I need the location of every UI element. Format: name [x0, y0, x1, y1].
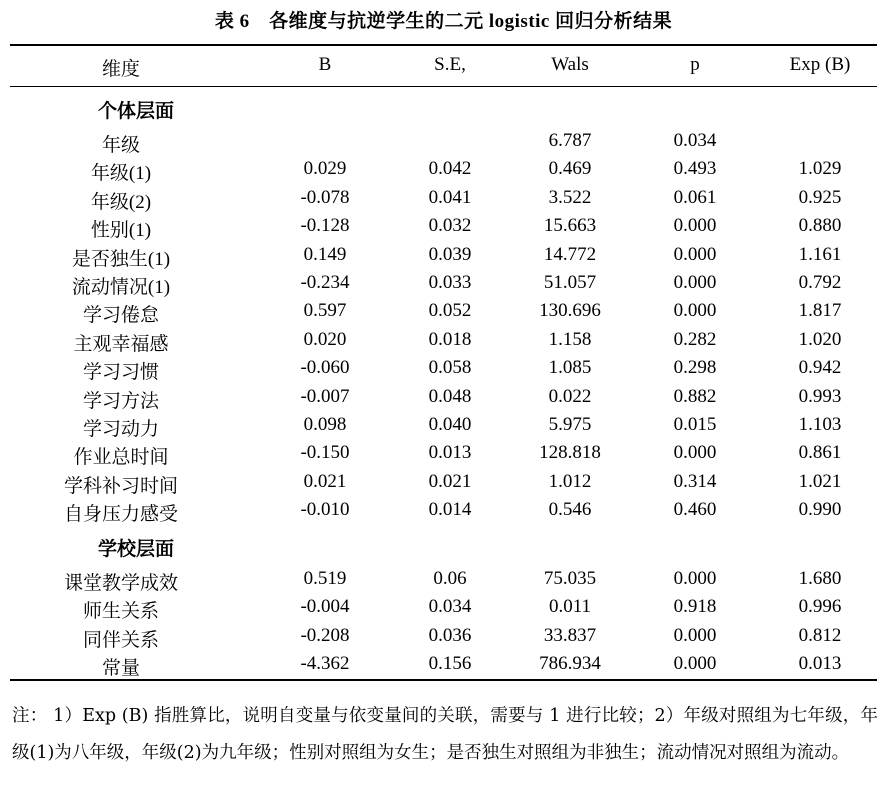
- row-b: -0.007: [300, 385, 350, 407]
- table-bottom-rule: [10, 679, 877, 681]
- row-b: -0.060: [300, 357, 350, 379]
- row-wals: 33.837: [543, 624, 597, 646]
- section-header-row: [0, 534, 887, 562]
- row-se: 0.052: [428, 300, 472, 322]
- row-b: 0.149: [303, 243, 347, 265]
- header-se: S.E,: [434, 54, 466, 75]
- row-wals: 3.522: [548, 186, 592, 208]
- row-dimension-label: 课堂教学成效: [63, 573, 178, 594]
- row-p: 0.493: [673, 158, 717, 180]
- row-p: 0.034: [673, 130, 717, 151]
- row-se: 0.06: [433, 568, 467, 589]
- row-se: 0.014: [428, 499, 472, 521]
- table-row: [0, 442, 887, 470]
- row-expb: 1.029: [798, 158, 842, 180]
- row-se: 0.018: [428, 328, 472, 350]
- row-se: 0.156: [428, 653, 472, 675]
- row-b: -0.150: [300, 442, 350, 464]
- row-dimension-label: 性别(1): [90, 220, 152, 242]
- table-row: [0, 568, 887, 596]
- row-b: 0.519: [303, 568, 347, 589]
- row-p: 0.000: [673, 272, 717, 293]
- row-se: 0.048: [428, 385, 472, 407]
- table-row: [0, 596, 887, 624]
- row-b: -0.078: [300, 186, 350, 208]
- table-row: [0, 625, 887, 653]
- row-dimension: [46, 130, 286, 157]
- row-expb: 0.812: [798, 624, 842, 646]
- row-se: 0.058: [428, 357, 472, 379]
- table-caption: 表 6 各维度与抗逆学生的二元 logistic 回归分析结果: [214, 11, 673, 32]
- row-b: 0.098: [303, 414, 347, 435]
- row-wals: 1.085: [548, 357, 592, 379]
- row-expb: 1.021: [798, 470, 842, 492]
- row-b: -0.010: [300, 499, 350, 521]
- row-expb: 0.013: [798, 653, 842, 675]
- row-b: 0.020: [303, 328, 347, 350]
- row-wals: 0.011: [548, 596, 592, 618]
- row-se: 0.036: [428, 624, 472, 646]
- header-rule: [10, 86, 877, 87]
- row-wals: 5.975: [548, 414, 592, 435]
- row-se: 0.034: [428, 596, 472, 618]
- row-dimension-label: 学习方法: [82, 390, 159, 412]
- table-row: [0, 499, 887, 527]
- row-wals: 75.035: [543, 568, 597, 589]
- row-p: 0.000: [673, 624, 717, 646]
- row-b: 0.021: [303, 470, 347, 492]
- row-se: 0.041: [428, 186, 472, 208]
- row-b: -0.208: [300, 624, 350, 646]
- table-row: [0, 357, 887, 385]
- row-wals: 130.696: [539, 300, 601, 322]
- row-dimension: [46, 414, 286, 441]
- row-p: 0.918: [673, 596, 717, 618]
- row-se: 0.013: [428, 442, 472, 464]
- row-dimension: [46, 653, 286, 680]
- table-top-rule: [10, 44, 877, 46]
- row-se: 0.039: [428, 243, 472, 265]
- row-p: 0.015: [673, 414, 717, 435]
- row-dimension-label: 师生关系: [82, 601, 159, 623]
- row-expb: 0.993: [798, 385, 842, 407]
- row-dimension: [46, 357, 286, 384]
- header-expb: Exp (B): [789, 54, 851, 75]
- row-expb: 0.990: [798, 499, 842, 521]
- row-se: 0.021: [428, 470, 472, 492]
- row-dimension-label: 年级(1): [90, 163, 152, 185]
- row-dimension-label: 常量: [101, 658, 140, 680]
- row-se: 0.033: [428, 272, 472, 293]
- row-dimension-label: 年级: [101, 135, 140, 156]
- row-expb: 1.680: [798, 568, 842, 589]
- row-dimension: [46, 158, 286, 185]
- row-expb: 0.925: [798, 186, 842, 208]
- row-dimension: [46, 568, 286, 595]
- row-dimension: [46, 386, 286, 413]
- row-dimension-label: 学习动力: [82, 419, 159, 440]
- row-expb: 1.103: [798, 414, 842, 435]
- table-row: [0, 414, 887, 442]
- row-dimension-label: 是否独生(1): [71, 248, 171, 270]
- row-expb: 0.996: [798, 596, 842, 618]
- row-expb: 0.942: [798, 357, 842, 379]
- row-p: 0.000: [673, 442, 717, 464]
- row-wals: 0.546: [548, 499, 592, 521]
- row-dimension: [46, 187, 286, 214]
- row-b: 0.029: [303, 158, 347, 180]
- row-wals: 15.663: [543, 215, 597, 237]
- row-wals: 128.818: [539, 442, 601, 464]
- row-b: 0.597: [303, 300, 347, 322]
- table-row: [0, 215, 887, 243]
- row-p: 0.000: [673, 300, 717, 322]
- row-se: 0.042: [428, 158, 472, 180]
- row-wals: 6.787: [548, 130, 592, 151]
- row-dimension-label: 学习习惯: [82, 362, 159, 384]
- row-dimension: [46, 300, 286, 327]
- row-dimension-label: 学科补习时间: [63, 475, 178, 497]
- table-row: [0, 130, 887, 158]
- row-wals: 14.772: [543, 243, 597, 265]
- row-dimension: [46, 625, 286, 652]
- section-title: 个体层面: [98, 101, 175, 122]
- table-row: [0, 471, 887, 499]
- row-dimension: [46, 442, 286, 469]
- row-dimension: [46, 596, 286, 623]
- row-dimension-label: 流动情况(1): [71, 277, 171, 298]
- row-expb: 0.880: [798, 215, 842, 237]
- table-note: 注： 1）Exp (B) 指胜算比，说明自变量与依变量间的关联，需要与 1 进行比较；2）年级对照组为七年级，年级(1)为八年级，年级(2)为九年级；性别对照组为女生；是否独生对照组为非独生；流动情况对照组为流动。: [12, 706, 878, 763]
- row-p: 0.000: [673, 215, 717, 237]
- row-dimension: [46, 499, 286, 526]
- row-dimension-label: 同伴关系: [82, 629, 159, 651]
- row-wals: 786.934: [539, 653, 601, 675]
- table-row: [0, 272, 887, 300]
- row-dimension: [46, 329, 286, 356]
- table-row: [0, 187, 887, 215]
- row-p: 0.282: [673, 328, 717, 350]
- header-b: B: [318, 54, 332, 75]
- row-dimension-label: 作业总时间: [73, 447, 169, 469]
- row-expb: 0.792: [798, 272, 842, 293]
- row-expb: 1.020: [798, 328, 842, 350]
- row-expb: 1.817: [798, 300, 842, 322]
- row-b: -4.362: [300, 653, 350, 675]
- row-dimension-label: 学习倦怠: [82, 305, 159, 327]
- row-b: -0.004: [300, 596, 350, 618]
- row-p: 0.460: [673, 499, 717, 521]
- row-se: 0.032: [428, 215, 472, 237]
- row-expb: 1.161: [798, 243, 842, 265]
- row-p: 0.298: [673, 357, 717, 379]
- row-dimension-label: 自身压力感受: [63, 504, 178, 526]
- row-wals: 0.022: [548, 385, 592, 407]
- row-p: 0.000: [673, 568, 717, 589]
- row-wals: 1.158: [548, 328, 592, 350]
- row-p: 0.000: [673, 243, 717, 265]
- row-expb: 0.861: [798, 442, 842, 464]
- row-dimension: [46, 244, 286, 271]
- header-dimension: 维度: [101, 59, 140, 80]
- row-b: -0.128: [300, 215, 350, 237]
- row-dimension: [46, 272, 286, 299]
- section-header-row: [0, 96, 887, 124]
- row-wals: 51.057: [543, 272, 597, 293]
- header-wals: Wals: [551, 54, 589, 75]
- row-wals: 1.012: [548, 470, 592, 492]
- row-se: 0.040: [428, 414, 472, 435]
- header-p: p: [690, 54, 700, 75]
- row-b: -0.234: [300, 272, 350, 293]
- table-row: [0, 158, 887, 186]
- row-dimension-label: 年级(2): [90, 191, 152, 213]
- table-row: [0, 329, 887, 357]
- section-title: 学校层面: [98, 539, 175, 560]
- row-p: 0.882: [673, 385, 717, 407]
- table-row: [0, 244, 887, 272]
- row-dimension: [46, 215, 286, 242]
- table-row: [0, 386, 887, 414]
- row-p: 0.314: [673, 470, 717, 492]
- row-p: 0.061: [673, 186, 717, 208]
- table-row: [0, 653, 887, 681]
- table-row: [0, 300, 887, 328]
- row-dimension-label: 主观幸福感: [73, 333, 169, 355]
- row-p: 0.000: [673, 653, 717, 675]
- row-wals: 0.469: [548, 158, 592, 180]
- row-dimension: [46, 471, 286, 498]
